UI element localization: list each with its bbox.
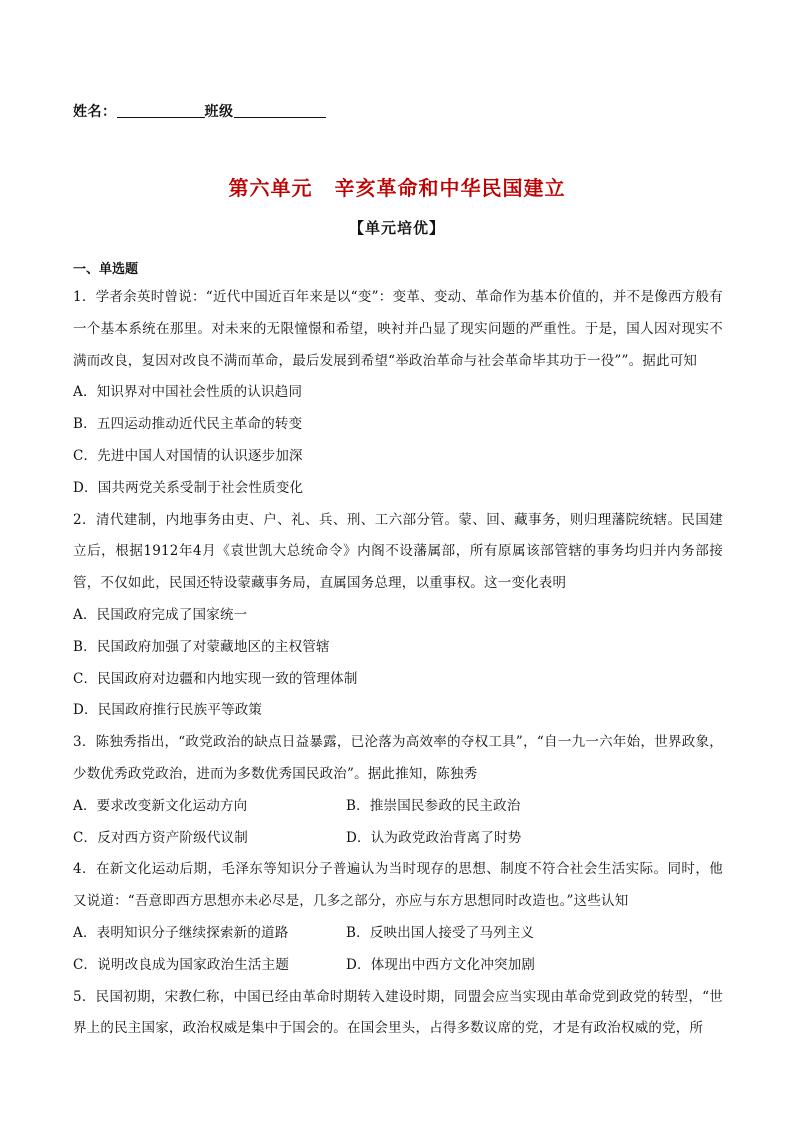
question-list (73, 282, 723, 1045)
question-4-stem: 4．在新文化运动后期，毛泽东等知识分子普遍认为当时现存的思想、制度不符合社会生活实际。同时，他又说道：“吾意即西方思想亦未必尽是，几多之部分，亦应与东方思想同时改造也。”这些认知 (73, 861, 723, 910)
question-4-option-a: A．表明知识分子继续探索新的道路 (73, 924, 289, 941)
page-title (0, 172, 794, 201)
title-unit: 第六单元 (228, 176, 313, 200)
question-2-option-d: D．民国政府推行民族平等政策 (73, 702, 263, 719)
question-3-option-b: B．推崇国民参政的民主政治 (346, 797, 521, 814)
question-3-stem: 3．陈独秀指出，“政党政治的缺点日益暴露，已沦落为高效率的夺权工具”，“自一九一六年始，世界政象，少数优秀政党政治，进而为多数优秀国民政治”。据此推知，陈独秀 (73, 734, 723, 782)
name-blank[interactable] (117, 103, 205, 118)
name-label: 姓名： (73, 104, 117, 120)
class-blank[interactable] (234, 103, 326, 118)
question-3-option-d: D．认为政党政治背离了时势 (346, 829, 522, 846)
question-3-options-row-2 (73, 823, 723, 855)
question-3-options-row-1 (73, 791, 723, 823)
question-4-options-row-1 (73, 918, 723, 950)
question-3-option-c: C．反对西方资产阶级代议制 (73, 829, 248, 846)
question-4-option-c: C．说明改良成为国家政治生活主题 (73, 956, 290, 973)
question-4-option-d: D．体现出中西方文化冲突加剧 (346, 956, 536, 973)
question-1-stem: 1．学者余英时曾说：“近代中国近百年来是以“变”：变革、变动、革命作为基本价值的，并不是像西方般有一个基本系统在那里。对未来的无限憧憬和希望，映衬并凸显了现实问题的严重性。于是，国人因对现实不满而改良，复因对改良不满而革命，最后发展到希望“举政治革命与社会革命毕其功于一役””。据此可知 (73, 289, 723, 369)
section-title: 一、单选题 (73, 262, 139, 277)
question-1-option-d: D．国共两党关系受制于社会性质变化 (73, 479, 304, 496)
question-1-option-a: A．知识界对中国社会性质的认识趋同 (73, 384, 303, 401)
question-3-option-a: A．要求改变新文化运动方向 (73, 797, 248, 814)
question-2-stem: 2．清代建制，内地事务由吏、户、礼、兵、刑、工六部分管。蒙、回、藏事务，则归理藩院统辖。民国建立后，根据1912年4月《袁世凯大总统命令》内阁不设藩属部，所有原属该部管辖的事务均归并内务部接管，不仅如此，民国还特设蒙藏事务局，直属国务总理，以重事权。这一变化表明 (73, 511, 723, 592)
page-subtitle: 【单元培优】 (348, 219, 445, 237)
title-topic: 辛亥革命和中华民国建立 (334, 176, 566, 200)
question-1-option-b: B．五四运动推动近代民主革命的转变 (73, 416, 303, 433)
question-2-option-b: B．民国政府加强了对蒙藏地区的主权管辖 (73, 638, 330, 655)
question-4-option-b: B．反映出国人接受了马列主义 (346, 924, 535, 941)
question-1-option-c: C．先进中国人对国情的认识逐步加深 (73, 447, 303, 464)
student-info-line (73, 101, 326, 121)
question-2-option-c: C．民国政府对边疆和内地实现一致的管理体制 (73, 670, 358, 687)
class-label: 班级 (204, 104, 234, 120)
question-5-stem: 5．民国初期，宋教仁称，中国已经由革命时期转入建设时期，同盟会应当实现由革命党到政党的转型，“世界上的民主国家，政治权威是集中于国会的。在国会里头，占得多数议席的党，才是有政治权威的党，所 (73, 988, 723, 1037)
question-4-options-row-2 (73, 950, 723, 982)
question-2-option-a: A．民国政府完成了国家统一 (73, 606, 248, 623)
